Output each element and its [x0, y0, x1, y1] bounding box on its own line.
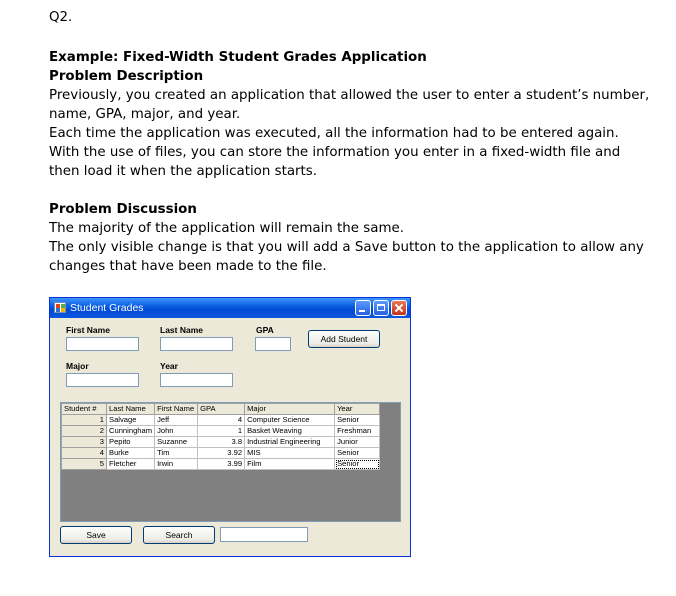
cell-gpa[interactable]: 3.92 [198, 448, 245, 459]
col-header-major[interactable]: Major [245, 404, 335, 415]
cell-gpa[interactable]: 3.99 [198, 459, 245, 470]
cell-year[interactable]: Junior [335, 437, 380, 448]
table-row[interactable] [62, 437, 380, 448]
year-label: Year [160, 361, 178, 371]
window-title: Student Grades [70, 302, 144, 314]
cell-gpa[interactable]: 4 [198, 415, 245, 426]
students-table [61, 403, 380, 470]
table-row[interactable] [62, 415, 380, 426]
gpa-label: GPA [256, 325, 274, 335]
cell-student-number[interactable]: 1 [62, 415, 107, 426]
cell-last-name[interactable]: Burke [107, 448, 155, 459]
description-line: With the use of files, you can store the information you enter in a fixed-width file and [49, 145, 621, 160]
cell-gpa[interactable]: 3.8 [198, 437, 245, 448]
discussion-line: The majority of the application will remain the same. [49, 221, 404, 236]
cell-year[interactable]: Freshman [335, 426, 380, 437]
cell-major[interactable]: Film [245, 459, 335, 470]
cell-first-name[interactable]: Irwin [155, 459, 198, 470]
add-student-button[interactable]: Add Student [308, 330, 380, 348]
minimize-icon[interactable] [355, 300, 371, 316]
cell-last-name[interactable]: Pepito [107, 437, 155, 448]
problem-discussion-heading: Problem Discussion [49, 202, 197, 217]
cell-major[interactable]: Computer Science [245, 415, 335, 426]
year-field[interactable] [160, 373, 233, 387]
cell-first-name[interactable]: Tim [155, 448, 198, 459]
description-line: then load it when the application starts. [49, 164, 318, 179]
description-line: name, GPA, major, and year. [49, 107, 241, 122]
document-body [49, 48, 659, 276]
cell-major[interactable]: MIS [245, 448, 335, 459]
major-field[interactable] [66, 373, 139, 387]
example-heading: Example: Fixed-Width Student Grades Application [49, 50, 427, 65]
maximize-icon[interactable] [373, 300, 389, 316]
cell-first-name[interactable]: Jeff [155, 415, 198, 426]
student-grades-window [49, 297, 411, 557]
last-name-label: Last Name [160, 325, 203, 335]
cell-student-number[interactable]: 2 [62, 426, 107, 437]
cell-gpa[interactable]: 1 [198, 426, 245, 437]
cell-year[interactable]: Senior [335, 459, 380, 470]
title-bar[interactable] [50, 298, 410, 318]
col-header-first-name[interactable]: First Name [155, 404, 198, 415]
col-header-last-name[interactable]: Last Name [107, 404, 155, 415]
table-row[interactable] [62, 459, 380, 470]
cell-last-name[interactable]: Fletcher [107, 459, 155, 470]
cell-student-number[interactable]: 5 [62, 459, 107, 470]
cell-year[interactable]: Senior [335, 415, 380, 426]
major-label: Major [66, 361, 89, 371]
question-number: Q2. [49, 10, 73, 25]
first-name-label: First Name [66, 325, 110, 335]
cell-major[interactable]: Basket Weaving [245, 426, 335, 437]
last-name-field[interactable] [160, 337, 233, 351]
cell-last-name[interactable]: Cunningham [107, 426, 155, 437]
description-line: Each time the application was executed, all the information had to be entered again. [49, 126, 619, 141]
discussion-line: The only visible change is that you will add a Save button to the application to allow any [49, 240, 644, 255]
cell-first-name[interactable]: Suzanne [155, 437, 198, 448]
col-header-year[interactable]: Year [335, 404, 380, 415]
description-line: Previously, you created an application that allowed the user to enter a student’s number, [49, 88, 650, 103]
cell-year[interactable]: Senior [335, 448, 380, 459]
search-input[interactable] [220, 527, 308, 542]
col-header-student-number[interactable]: Student # [62, 404, 107, 415]
cell-student-number[interactable]: 4 [62, 448, 107, 459]
cell-student-number[interactable]: 3 [62, 437, 107, 448]
problem-description-heading: Problem Description [49, 69, 204, 84]
grid-header-row [62, 404, 380, 415]
cell-major[interactable]: Industrial Engineering [245, 437, 335, 448]
table-row[interactable] [62, 448, 380, 459]
search-button[interactable]: Search [143, 526, 215, 544]
col-header-gpa[interactable]: GPA [198, 404, 245, 415]
table-row[interactable] [62, 426, 380, 437]
save-button[interactable]: Save [60, 526, 132, 544]
discussion-line: changes that have been made to the file. [49, 259, 327, 274]
cell-last-name[interactable]: Salvage [107, 415, 155, 426]
gpa-field[interactable] [255, 337, 291, 351]
close-icon[interactable] [391, 300, 407, 316]
cell-first-name[interactable]: John [155, 426, 198, 437]
app-icon [54, 302, 66, 313]
students-grid[interactable] [60, 402, 401, 522]
first-name-field[interactable] [66, 337, 139, 351]
